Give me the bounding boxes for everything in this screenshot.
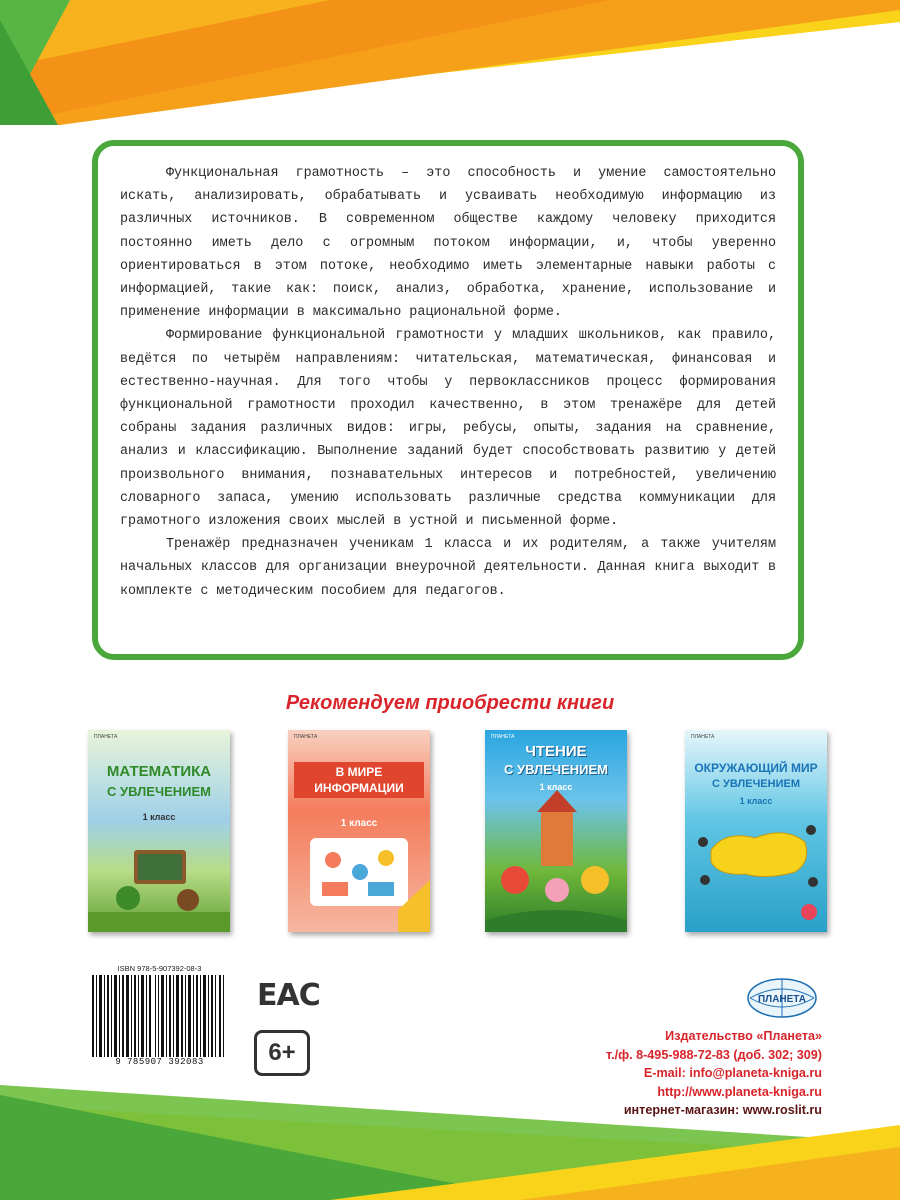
barcode-icon	[88, 973, 231, 1067]
logo-text: ПЛАНЕТА	[757, 994, 807, 1005]
isbn-text: ISBN 978-5-907392-08-3	[117, 964, 202, 973]
book-illustration	[88, 730, 230, 932]
book-title-line-1: ОКРУЖАЮЩИЙ МИР	[694, 761, 818, 775]
book-title-line-1: ЧТЕНИЕ	[525, 743, 587, 760]
barcode-digits: 9 785907 392083	[88, 1057, 231, 1067]
book-cover-math[interactable]	[88, 730, 230, 932]
book-illustration	[685, 730, 827, 932]
book-publisher-mark: ПЛАНЕТА	[294, 734, 318, 740]
book-illustration	[288, 730, 430, 932]
book-title-line-2: С УВЛЕЧЕНИЕМ	[504, 762, 608, 777]
description-paragraph-2: Формирование функциональной грамотности у младших школьников, как правило, ведётся по четырём направлениям: читательская, математическая, финансовая и естественно-научная. Для того чтобы у первоклассников процесс формирования функциональной грамотности проходил качественно, в этом тренажёре для детей собраны задания различных видов: игры, ребусы, опыты, задания на сравнение, анализ и классификацию. Выполнение заданий будет способствовать развитию у детей произвольного внимания, познавательных интересов и потребностей, увеличению словарного запаса, умению использовать различные средства коммуникации для грамотного изложения своих мыслей в устной и письменной форме.	[120, 328, 776, 530]
book-cover-world[interactable]	[685, 730, 827, 932]
book-publisher-mark: ПЛАНЕТА	[94, 734, 118, 740]
description-paragraph-3: Тренажёр предназначен ученикам 1 класса и их родителям, а также учителям начальных классов для организации внеурочной деятельности. Данная книга выходит в комплекте с методическим пособием для педагогов.	[120, 537, 776, 599]
recommend-heading: Рекомендуем приобрести книги	[285, 692, 615, 714]
age-rating-badge: 6+	[254, 1030, 310, 1076]
book-cover-reading[interactable]	[485, 730, 627, 932]
book-publisher-mark: ПЛАНЕТА	[691, 734, 715, 740]
eac-mark: EAC	[257, 978, 320, 1013]
book-title-line-2: С УВЛЕЧЕНИЕМ	[712, 778, 800, 790]
book-grade: 1 класс	[142, 812, 176, 822]
publisher-shop[interactable]: интернет-магазин: www.roslit.ru	[623, 1103, 822, 1118]
bottom-decorative-band	[0, 1085, 900, 1200]
description-box	[92, 140, 804, 660]
book-title-line-2: С УВЛЕЧЕНИЕМ	[107, 784, 211, 799]
top-decorative-band	[0, 0, 900, 125]
book-title-line-1: МАТЕМАТИКА	[106, 763, 212, 780]
publisher-phone: т./ф. 8-495-988-72-83 (доб. 302; 309)	[606, 1047, 822, 1062]
book-grade: 1 класс	[539, 782, 573, 792]
book-illustration	[485, 730, 627, 932]
publisher-name: Издательство «Планета»	[665, 1029, 822, 1043]
publisher-email[interactable]: E-mail: info@planeta-kniga.ru	[643, 1066, 822, 1081]
book-publisher-mark: ПЛАНЕТА	[491, 734, 515, 740]
book-grade: 1 класс	[340, 818, 378, 829]
planeta-logo-icon	[745, 976, 819, 1020]
book-grade: 1 класс	[739, 796, 773, 806]
barcode	[88, 962, 231, 1084]
book-cover-information[interactable]	[288, 730, 430, 932]
publisher-website[interactable]: http://www.planeta-kniga.ru	[657, 1084, 822, 1099]
book-title-line-1: В МИРЕ ИНФОРМАЦИИ	[294, 762, 424, 798]
description-paragraph-1: Функциональная грамотность – это способность и умение самостоятельно искать, анализировать, обрабатывать и усваивать необходимую информацию из различных источников. В современном обществе каждому человеку приходится постоянно иметь дело с огромным потоком информации, и, чтобы уверенно ориентироваться в этом потоке, необходимо иметь элементарные навыки работы с информацией, такие как: поиск, анализ, обработка, хранение, использование и применение информации в максимально рациональной форме.	[120, 166, 776, 321]
